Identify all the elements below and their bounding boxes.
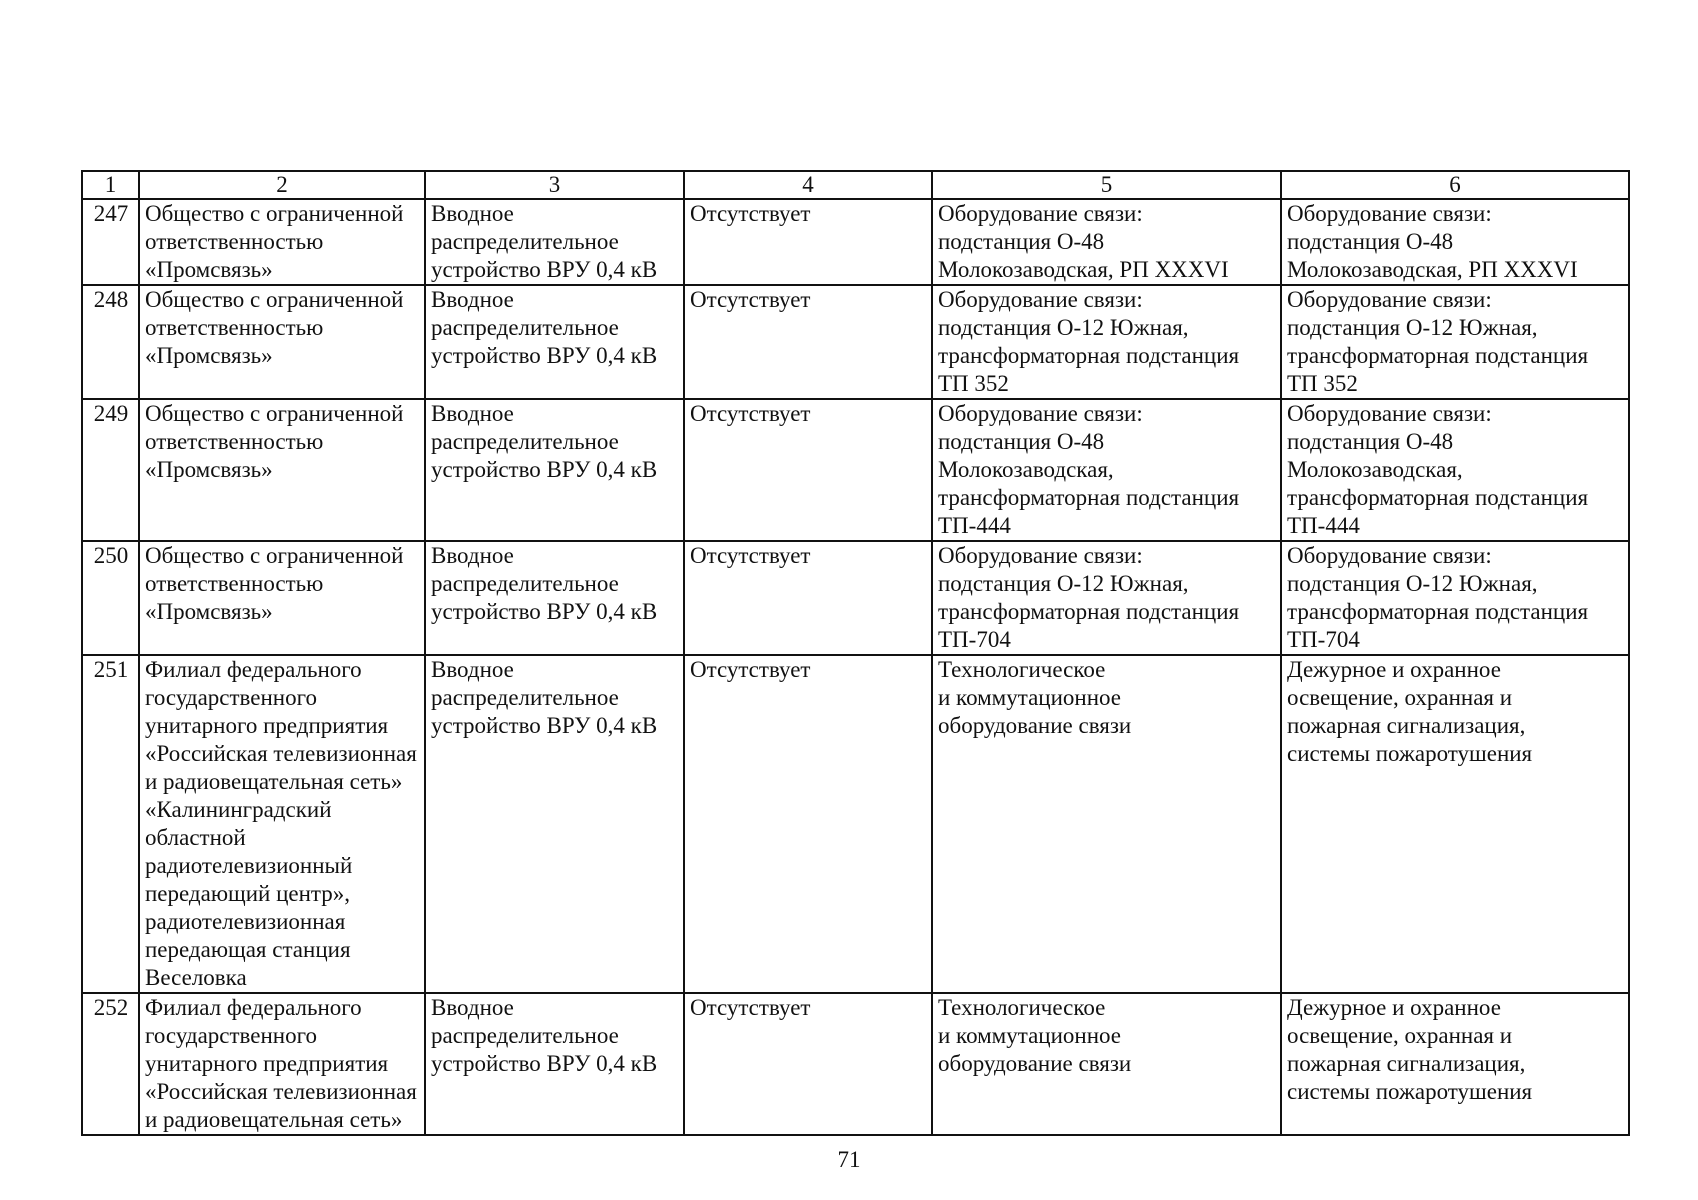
- cell-line: Веселовка: [145, 965, 247, 990]
- table-row: [82, 655, 1629, 993]
- cell-line: ТП 352: [938, 371, 1009, 396]
- cell-line: устройство ВРУ 0,4 кВ: [431, 1051, 658, 1076]
- cell-line: передающий центр»,: [145, 881, 351, 906]
- cell-line: Молокозаводская,: [1287, 457, 1463, 482]
- cell-line: областной: [145, 825, 246, 850]
- cell-critical-load: [1281, 399, 1629, 541]
- cell-number: 248: [82, 285, 139, 399]
- table-row: [82, 541, 1629, 655]
- table-body: [82, 199, 1629, 1135]
- cell-reserve-source: Отсутствует: [684, 399, 932, 541]
- cell-line: подстанция О-48: [1287, 429, 1454, 454]
- cell-line: ТП-704: [1287, 627, 1360, 652]
- cell-line: распределительное: [431, 315, 619, 340]
- cell-line: распределительное: [431, 685, 619, 710]
- cell-line: оборудование связи: [938, 713, 1132, 738]
- cell-reserve-source: Отсутствует: [684, 993, 932, 1135]
- cell-line: и коммутационное: [938, 1023, 1122, 1048]
- cell-line: Общество с ограниченной: [145, 201, 404, 226]
- cell-line: пожарная сигнализация,: [1287, 713, 1526, 738]
- cell-line: «Промсвязь»: [145, 457, 273, 482]
- cell-line: Оборудование связи:: [1287, 401, 1492, 426]
- cell-line: радиотелевизионная: [145, 909, 346, 934]
- cell-reserve-source: Отсутствует: [684, 541, 932, 655]
- data-table: [81, 170, 1630, 1136]
- column-header-3: 3: [425, 171, 684, 199]
- cell-line: ответственностью: [145, 429, 324, 454]
- cell-owner: [139, 399, 425, 541]
- cell-owner: [139, 285, 425, 399]
- cell-number: 250: [82, 541, 139, 655]
- cell-line: Технологическое: [938, 995, 1106, 1020]
- cell-consumers: [932, 285, 1281, 399]
- cell-line: устройство ВРУ 0,4 кВ: [431, 713, 658, 738]
- cell-line: и коммутационное: [938, 685, 1122, 710]
- cell-line: «Российская телевизионная: [145, 1079, 417, 1104]
- column-header-1: 1: [82, 171, 139, 199]
- cell-line: подстанция О-12 Южная,: [1287, 571, 1538, 596]
- cell-line: Оборудование связи:: [938, 543, 1143, 568]
- cell-line: Филиал федерального: [145, 995, 362, 1020]
- cell-line: Вводное: [431, 401, 514, 426]
- cell-device: [425, 655, 684, 993]
- cell-line: Оборудование связи:: [938, 401, 1143, 426]
- table-row: [82, 199, 1629, 285]
- cell-owner: [139, 655, 425, 993]
- cell-line: пожарная сигнализация,: [1287, 1051, 1526, 1076]
- cell-line: ответственностью: [145, 571, 324, 596]
- cell-line: Филиал федерального: [145, 657, 362, 682]
- table-row: [82, 993, 1629, 1135]
- cell-line: трансформаторная подстанция: [1287, 343, 1589, 368]
- cell-line: ТП-704: [938, 627, 1011, 652]
- cell-line: Вводное: [431, 657, 514, 682]
- page-number: 71: [837, 1147, 861, 1172]
- cell-line: Оборудование связи:: [1287, 201, 1492, 226]
- cell-line: государственного: [145, 1023, 317, 1048]
- cell-line: Вводное: [431, 995, 514, 1020]
- cell-line: Оборудование связи:: [1287, 287, 1492, 312]
- cell-device: [425, 993, 684, 1135]
- cell-line: Общество с ограниченной: [145, 401, 404, 426]
- cell-line: распределительное: [431, 571, 619, 596]
- cell-line: Вводное: [431, 543, 514, 568]
- cell-line: ответственностью: [145, 315, 324, 340]
- cell-line: Вводное: [431, 201, 514, 226]
- cell-owner: [139, 199, 425, 285]
- cell-line: оборудование связи: [938, 1051, 1132, 1076]
- cell-line: Дежурное и охранное: [1287, 995, 1501, 1020]
- cell-owner: [139, 993, 425, 1135]
- cell-line: трансформаторная подстанция: [938, 343, 1240, 368]
- cell-line: трансформаторная подстанция: [1287, 485, 1589, 510]
- cell-line: Оборудование связи:: [1287, 543, 1492, 568]
- cell-device: [425, 399, 684, 541]
- cell-line: подстанция О-12 Южная,: [1287, 315, 1538, 340]
- cell-line: распределительное: [431, 429, 619, 454]
- cell-device: [425, 285, 684, 399]
- cell-device: [425, 541, 684, 655]
- cell-critical-load: [1281, 655, 1629, 993]
- cell-number: 249: [82, 399, 139, 541]
- cell-line: трансформаторная подстанция: [1287, 599, 1589, 624]
- cell-line: государственного: [145, 685, 317, 710]
- cell-line: и радиовещательная сеть»: [145, 1107, 403, 1132]
- column-header-6: 6: [1281, 171, 1629, 199]
- cell-line: Общество с ограниченной: [145, 287, 404, 312]
- cell-line: ТП-444: [938, 513, 1011, 538]
- cell-line: ответственностью: [145, 229, 324, 254]
- cell-line: подстанция О-12 Южная,: [938, 571, 1189, 596]
- cell-line: унитарного предприятия: [145, 713, 389, 738]
- cell-line: ТП 352: [1287, 371, 1358, 396]
- cell-critical-load: [1281, 199, 1629, 285]
- cell-line: и радиовещательная сеть»: [145, 769, 403, 794]
- cell-critical-load: [1281, 541, 1629, 655]
- column-header-5: 5: [932, 171, 1281, 199]
- cell-line: Оборудование связи:: [938, 287, 1143, 312]
- cell-number: 251: [82, 655, 139, 993]
- cell-line: Молокозаводская, РП XXXVI: [938, 257, 1229, 282]
- cell-line: освещение, охранная и: [1287, 1023, 1513, 1048]
- cell-line: Вводное: [431, 287, 514, 312]
- cell-line: Оборудование связи:: [938, 201, 1143, 226]
- cell-line: подстанция О-48: [938, 229, 1105, 254]
- cell-consumers: [932, 655, 1281, 993]
- column-header-4: 4: [684, 171, 932, 199]
- cell-critical-load: [1281, 285, 1629, 399]
- cell-number: 252: [82, 993, 139, 1135]
- cell-line: распределительное: [431, 1023, 619, 1048]
- cell-line: трансформаторная подстанция: [938, 599, 1240, 624]
- cell-line: устройство ВРУ 0,4 кВ: [431, 343, 658, 368]
- cell-critical-load: [1281, 993, 1629, 1135]
- cell-line: устройство ВРУ 0,4 кВ: [431, 257, 658, 282]
- cell-line: «Промсвязь»: [145, 599, 273, 624]
- cell-line: «Промсвязь»: [145, 343, 273, 368]
- cell-line: Молокозаводская, РП XXXVI: [1287, 257, 1578, 282]
- cell-line: передающая станция: [145, 937, 351, 962]
- cell-line: устройство ВРУ 0,4 кВ: [431, 457, 658, 482]
- cell-line: подстанция О-12 Южная,: [938, 315, 1189, 340]
- cell-owner: [139, 541, 425, 655]
- cell-line: освещение, охранная и: [1287, 685, 1513, 710]
- cell-number: 247: [82, 199, 139, 285]
- cell-consumers: [932, 199, 1281, 285]
- cell-line: Молокозаводская,: [938, 457, 1114, 482]
- cell-reserve-source: Отсутствует: [684, 655, 932, 993]
- table-row: [82, 285, 1629, 399]
- cell-line: системы пожаротушения: [1287, 1079, 1533, 1104]
- cell-line: «Российская телевизионная: [145, 741, 417, 766]
- header-row: [82, 171, 1629, 199]
- cell-line: подстанция О-48: [938, 429, 1105, 454]
- cell-line: ТП-444: [1287, 513, 1360, 538]
- cell-line: «Промсвязь»: [145, 257, 273, 282]
- cell-device: [425, 199, 684, 285]
- cell-reserve-source: Отсутствует: [684, 199, 932, 285]
- cell-line: унитарного предприятия: [145, 1051, 389, 1076]
- table-header: [82, 171, 1629, 199]
- cell-line: Общество с ограниченной: [145, 543, 404, 568]
- cell-consumers: [932, 541, 1281, 655]
- cell-line: распределительное: [431, 229, 619, 254]
- cell-line: Дежурное и охранное: [1287, 657, 1501, 682]
- cell-line: «Калининградский: [145, 797, 332, 822]
- cell-line: системы пожаротушения: [1287, 741, 1533, 766]
- cell-consumers: [932, 993, 1281, 1135]
- cell-line: подстанция О-48: [1287, 229, 1454, 254]
- cell-line: Технологическое: [938, 657, 1106, 682]
- cell-line: трансформаторная подстанция: [938, 485, 1240, 510]
- table-row: [82, 399, 1629, 541]
- cell-line: устройство ВРУ 0,4 кВ: [431, 599, 658, 624]
- cell-line: радиотелевизионный: [145, 853, 353, 878]
- cell-consumers: [932, 399, 1281, 541]
- column-header-2: 2: [139, 171, 425, 199]
- cell-reserve-source: Отсутствует: [684, 285, 932, 399]
